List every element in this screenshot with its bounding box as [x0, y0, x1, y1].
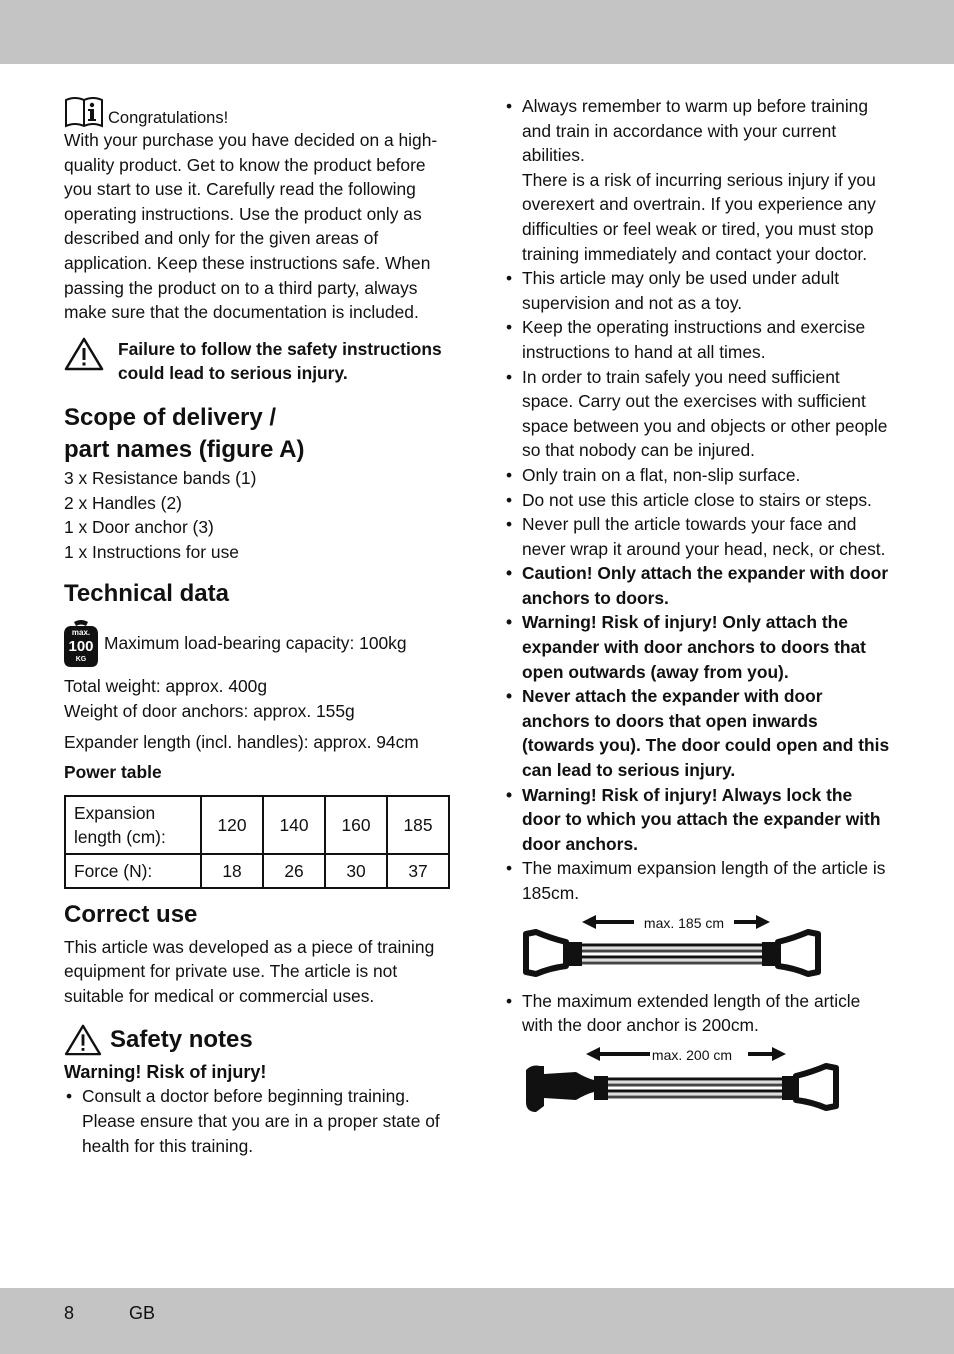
- correct-use-heading: Correct use: [64, 900, 198, 928]
- table-cell: 185: [387, 796, 449, 854]
- list-item-bold: • Never attach the expander with door anchors to doors that open inwards (towards you). The door could open and this can lead to serious injury.: [504, 684, 894, 782]
- scope-item: 1 x Door anchor (3): [64, 517, 214, 538]
- safety-subheading: Warning! Risk of injury!: [64, 1062, 267, 1083]
- right-column: [504, 94, 894, 1125]
- safety-warning-box: [64, 337, 452, 386]
- scope-item: 1 x Instructions for use: [64, 541, 239, 562]
- force-label: Force (N):: [65, 854, 201, 888]
- table-row: [65, 796, 449, 854]
- list-item-bold: • Caution! Only attach the expander with door anchors to doors.: [504, 561, 894, 610]
- table-cell: 140: [263, 796, 325, 854]
- list-item: [504, 94, 894, 266]
- power-table-heading: Power table: [64, 762, 162, 783]
- max-load-row: [64, 618, 452, 668]
- safety-notes-heading: Safety notes: [110, 1026, 253, 1054]
- weight-icon-unit: KG: [75, 656, 87, 664]
- correct-use-text: This article was developed as a piece of training equipment for private use. The article is not suitable for medical or commercial uses.: [64, 936, 435, 1006]
- left-column: [64, 94, 452, 1158]
- congratulations-row: [64, 94, 452, 128]
- list-item-bold: • Warning! Risk of injury! Always lock the door to which you attach the expander with door anchors.: [504, 783, 894, 857]
- figure2-label: max. 200 cm: [651, 1046, 733, 1063]
- list-item: • Consult a doctor before beginning training. Please ensure that you are in a proper state of health for this training.: [64, 1084, 452, 1158]
- list-item: • Keep the operating instructions and exercise instructions to hand at all times.: [504, 315, 894, 364]
- list-item: • The maximum extended length of the article with the door anchor is 200cm.: [504, 989, 894, 1038]
- correct-use-section: [64, 899, 452, 1009]
- scope-heading-line1: Scope of delivery /: [64, 403, 277, 431]
- figure1-label: max. 185 cm: [643, 914, 725, 931]
- weight-icon-top: max.: [71, 628, 91, 638]
- expander-length-text: Expander length (incl. handles): approx. 94cm: [64, 731, 419, 752]
- technical-heading: Technical data: [64, 580, 229, 608]
- anchor-weight-text: Weight of door anchors: approx. 155g: [64, 700, 355, 721]
- table-cell: 26: [263, 854, 325, 888]
- safety-list-right-2: [504, 989, 894, 1038]
- intro-text: With your purchase you have decided on a high-quality product. Get to know the product before you start to use it. Carefully read the following operating instructions. Use the product only as described and only for the given areas of application. Keep these instructions safe. When passing the product on to a third party, always make sure that the documentation is included.: [64, 130, 438, 323]
- table-cell: 160: [325, 796, 387, 854]
- weight-icon: [64, 618, 98, 668]
- list-item: • Only train on a flat, non-slip surface.: [504, 463, 894, 488]
- list-item: • This article may only be used under adult supervision and not as a toy.: [504, 266, 894, 315]
- list-item-extra: There is a risk of incurring serious injury if you overexert and overtrain. If you experience any difficulties or feel weak or tired, you must stop training immediately and contact your doctor.: [522, 169, 876, 264]
- page-number: 8: [64, 1303, 75, 1323]
- list-item: • Do not use this article close to stairs or steps.: [504, 488, 894, 513]
- max-load-text: Maximum load-bearing capacity: 100kg: [104, 633, 407, 654]
- list-item-text: • Always remember to warm up before training and train in accordance with your current abilities.: [522, 96, 869, 166]
- technical-section: [64, 578, 452, 888]
- read-instructions-icon: [64, 94, 104, 128]
- warning-triangle-icon: [64, 337, 104, 371]
- table-row: [65, 854, 449, 888]
- power-table: [64, 795, 450, 889]
- scope-item: 3 x Resistance bands (1): [64, 467, 257, 488]
- total-weight-text: Total weight: approx. 400g: [64, 676, 268, 697]
- weight-icon-value: 100: [68, 638, 94, 656]
- safety-list-left: [64, 1084, 452, 1158]
- scope-section: [64, 402, 452, 564]
- list-item-bold: • Warning! Risk of injury! Only attach the expander with door anchors to doors that open outwards (away from you).: [504, 610, 894, 684]
- warning-triangle-icon: [64, 1024, 102, 1056]
- safety-warning-text: Failure to follow the safety instructions could lead to serious injury.: [118, 338, 442, 384]
- expander-185cm-figure: [522, 914, 822, 980]
- table-cell: 30: [325, 854, 387, 888]
- language-code: GB: [129, 1303, 156, 1323]
- congratulations-title: Congratulations!: [108, 109, 229, 127]
- list-item: • Never pull the article towards your face and never wrap it around your head, neck, or chest.: [504, 512, 894, 561]
- list-item: • In order to train safely you need sufficient space. Carry out the exercises with sufficient space between you and objects or other people so that nobody can be injured.: [504, 365, 894, 463]
- expander-200cm-figure: [522, 1046, 842, 1116]
- table-cell: 120: [201, 796, 263, 854]
- scope-item: 2 x Handles (2): [64, 492, 182, 513]
- expansion-length-label: Expansion length (cm):: [65, 796, 201, 854]
- list-item: • The maximum expansion length of the article is 185cm.: [504, 856, 894, 905]
- scope-heading-line2: part names (figure A): [64, 435, 305, 463]
- table-cell: 37: [387, 854, 449, 888]
- safety-notes-header: [64, 1024, 452, 1056]
- safety-list-right: [504, 94, 894, 906]
- header-bar: [0, 0, 954, 64]
- table-cell: 18: [201, 854, 263, 888]
